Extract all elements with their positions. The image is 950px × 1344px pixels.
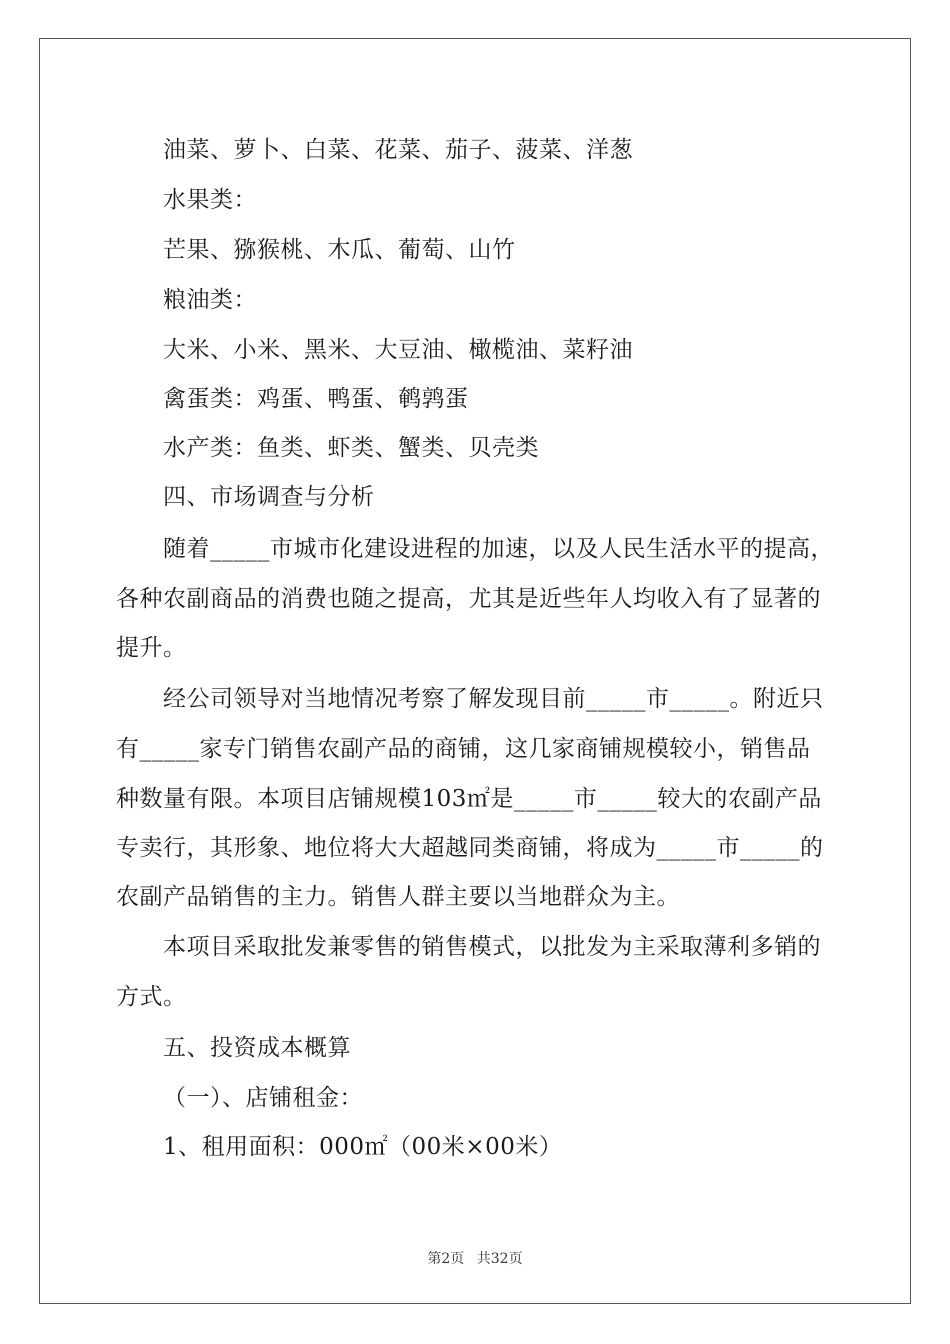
text-line: 水果类： — [163, 187, 257, 213]
text-line: 专卖行，其形象、地位将大大超越同类商铺，将成为_____市_____的 — [116, 835, 824, 861]
text-line: 1、租用面积：000㎡（00米×00米） — [163, 1134, 563, 1160]
text-line: 水产类：鱼类、虾类、蟹类、贝壳类 — [163, 435, 539, 461]
text-line: 禽蛋类：鸡蛋、鸭蛋、鹌鹑蛋 — [163, 386, 469, 412]
text-line: 种数量有限。本项目店铺规模103㎡是_____市_____较大的农副产品 — [116, 786, 822, 812]
subsection-heading: （一）、店铺租金： — [163, 1085, 363, 1111]
text-line: 芒果、猕猴桃、木瓜、葡萄、山竹 — [163, 237, 516, 263]
text-line: 粮油类： — [163, 287, 257, 313]
text-line: 随着_____市城市化建设进程的加速，以及人民生活水平的提高， — [163, 536, 834, 562]
text-line: 有_____家专门销售农副产品的商铺，这几家商铺规模较小，销售品 — [116, 736, 811, 762]
text-line: 本项目采取批发兼零售的销售模式，以批发为主采取薄利多销的 — [163, 934, 821, 960]
text-line: 提升。 — [116, 635, 187, 661]
page-border — [39, 38, 911, 1304]
page-number: 第2页 — [427, 1251, 465, 1267]
text-line: 经公司领导对当地情况考察了解发现目前_____市_____。附近只 — [163, 686, 824, 712]
section-heading: 五、投资成本概算 — [163, 1035, 351, 1061]
text-line: 方式。 — [116, 984, 187, 1010]
text-line: 各种农副商品的消费也随之提高，尤其是近些年人均收入有了显著的 — [116, 586, 821, 612]
text-line: 农副产品销售的主力。销售人群主要以当地群众为主。 — [116, 884, 680, 910]
page-footer — [0, 1248, 950, 1268]
text-line: 大米、小米、黑米、大豆油、橄榄油、菜籽油 — [163, 337, 633, 363]
page-total: 共32页 — [476, 1251, 523, 1267]
text-line: 油菜、萝卜、白菜、花菜、茄子、菠菜、洋葱 — [163, 137, 633, 163]
section-heading: 四、市场调查与分析 — [163, 484, 375, 510]
